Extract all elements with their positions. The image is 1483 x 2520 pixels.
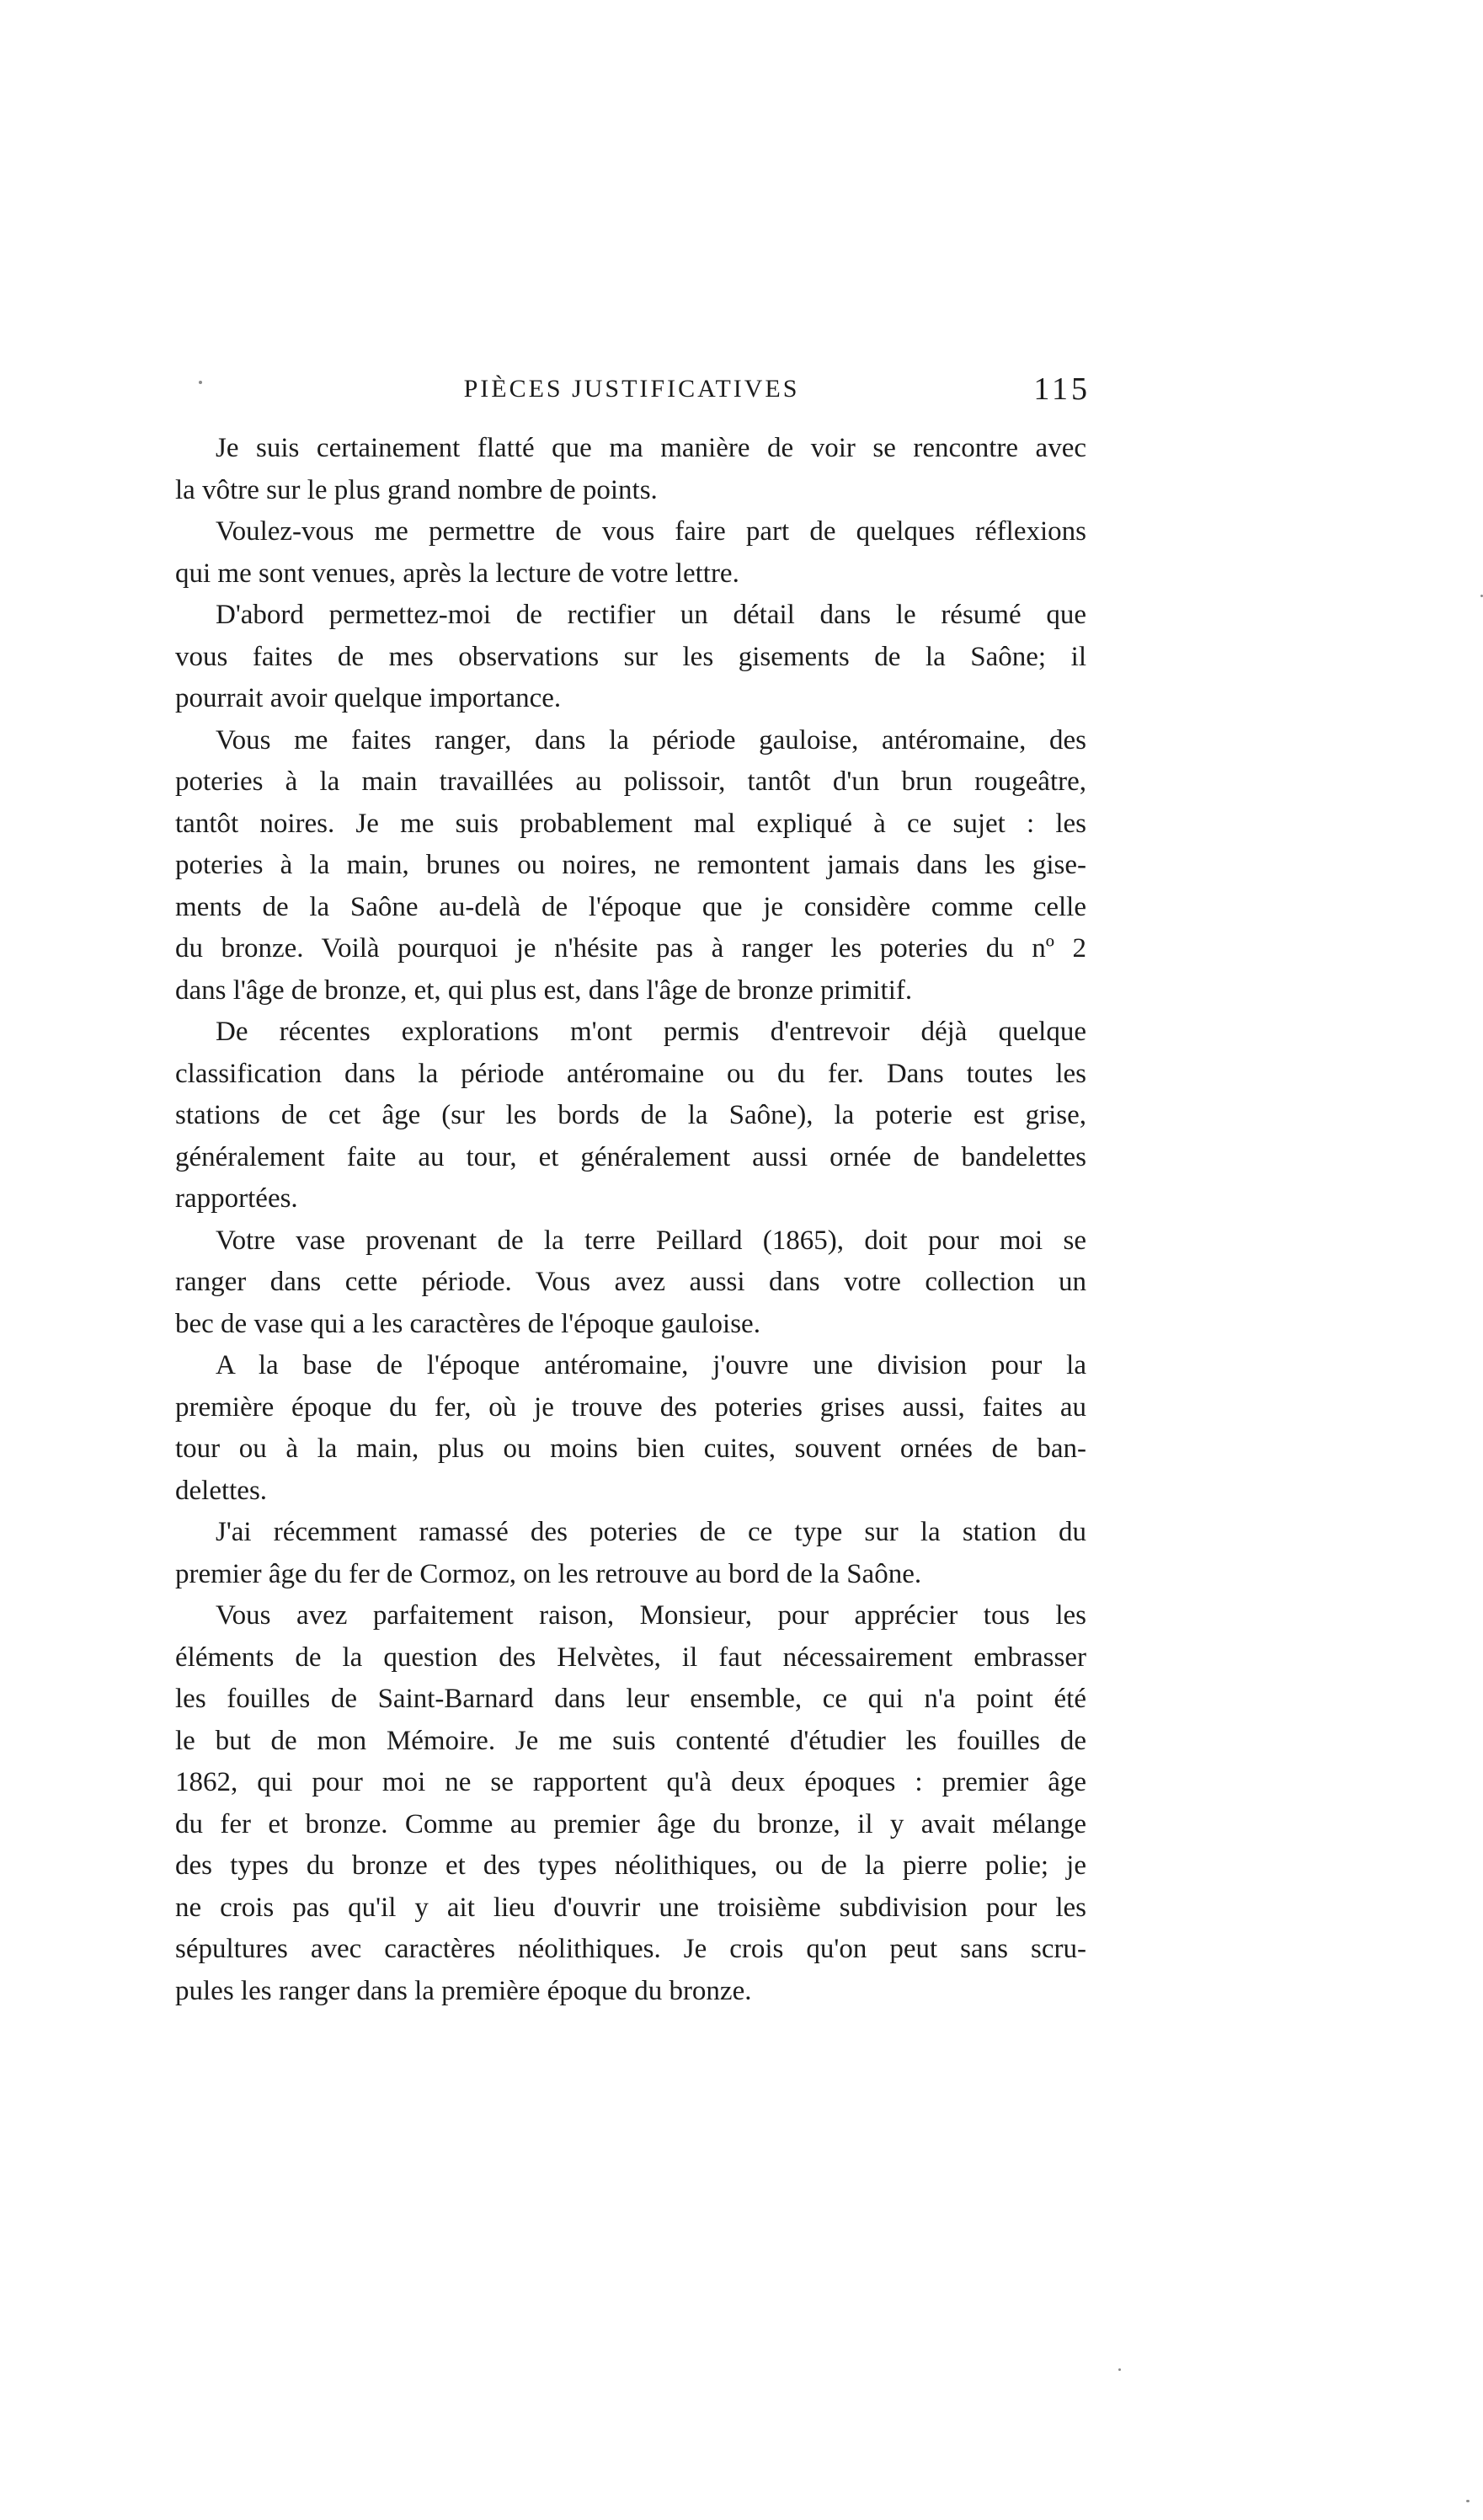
text-line: pules les ranger dans la première époque du bronze. xyxy=(175,1975,752,2006)
paragraph xyxy=(175,595,1086,720)
text-line: sépultures avec caractères néolithiques. Je crois qu'on peut sans scru- xyxy=(175,1934,1086,1964)
text-line: bec de vase qui a les caractères de l'époque gauloise. xyxy=(175,1308,760,1339)
paper-speck xyxy=(1118,2368,1121,2371)
text-line: du fer et bronze. Comme au premier âge du bronze, il y avait mélange xyxy=(175,1808,1086,1839)
paragraph xyxy=(175,1012,1086,1220)
text-line: tour ou à la main, plus ou moins bien cuites, souvent ornées de ban- xyxy=(175,1434,1086,1464)
text-line: dans l'âge de bronze, et, qui plus est, dans l'âge de bronze primitif. xyxy=(175,974,913,1006)
text-line: qui me sont venues, après la lecture de votre lettre. xyxy=(175,558,739,589)
text-line: stations de cet âge (sur les bords de la Saône), la poterie est grise, xyxy=(175,1100,1086,1130)
text-line: Je suis certainement flatté que ma manière de voir se rencontre avec xyxy=(216,433,1086,463)
text-line: classification dans la période antéromaine ou du fer. Dans toutes les xyxy=(175,1058,1086,1089)
text-line: vous faites de mes observations sur les gisements de la Saône; il xyxy=(175,641,1086,672)
text-line: ments de la Saône au-delà de l'époque que je considère comme celle xyxy=(175,891,1086,922)
text-line: pourrait avoir quelque importance. xyxy=(175,683,562,713)
text-line: Voulez-vous me permettre de vous faire part de quelques réflexions xyxy=(216,516,1086,547)
text-line: D'abord permettez-moi de rectifier un détail dans le résumé que xyxy=(216,600,1086,630)
text-line: Votre vase provenant de la terre Peillard (1865), doit pour moi se xyxy=(216,1225,1086,1256)
text-line: premier âge du fer de Cormoz, on les retrouve au bord de la Saône. xyxy=(175,1558,922,1589)
text-line: poteries à la main travaillées au polissoir, tantôt d'un brun rougeâtre, xyxy=(175,766,1086,797)
text-line: les fouilles de Saint-Barnard dans leur ensemble, ce qui n'a point été xyxy=(175,1684,1086,1714)
text-line: J'ai récemment ramassé des poteries de ce type sur la station du xyxy=(216,1517,1086,1547)
paragraph xyxy=(175,1345,1086,1512)
text-line: éléments de la question des Helvètes, il faut nécessairement embrasser xyxy=(175,1642,1086,1673)
paragraph xyxy=(175,511,1086,595)
text-line: delettes. xyxy=(175,1475,268,1506)
text-line: poteries à la main, brunes ou noires, ne remontent jamais dans les gise- xyxy=(175,850,1086,880)
page-number: 115 xyxy=(1033,371,1091,407)
text-line: ranger dans cette période. Vous avez aussi dans votre collection un xyxy=(175,1267,1086,1297)
text-line: Vous avez parfaitement raison, Monsieur, pour apprécier tous les xyxy=(216,1600,1086,1631)
paragraph xyxy=(175,720,1086,1012)
body-text xyxy=(175,428,1086,2012)
text-line: 1862, qui pour moi ne se rapportent qu'à deux époques : premier âge xyxy=(175,1767,1086,1797)
text-line: du bronze. Voilà pourquoi je n'hésite pas à ranger les poteries du nº 2 xyxy=(175,933,1086,964)
text-line: ne crois pas qu'il y ait lieu d'ouvrir une troisième subdivision pour les xyxy=(175,1892,1086,1923)
text-line: tantôt noires. Je me suis probablement mal expliqué à ce sujet : les xyxy=(175,808,1086,839)
text-line: des types du bronze et des types néolithiques, ou de la pierre polie; je xyxy=(175,1850,1086,1881)
text-line: le but de mon Mémoire. Je me suis contenté d'étudier les fouilles de xyxy=(175,1725,1086,1756)
running-title: PIÈCES JUSTIFICATIVES xyxy=(463,375,800,403)
text-line: première époque du fer, où je trouve des poteries grises aussi, faites au xyxy=(175,1391,1086,1423)
running-head xyxy=(173,364,1091,414)
paragraph xyxy=(175,1595,1086,2012)
text-line: rapportées. xyxy=(175,1183,298,1214)
text-line: De récentes explorations m'ont permis d'entrevoir déjà quelque xyxy=(216,1017,1086,1047)
text-line: la vôtre sur le plus grand nombre de points. xyxy=(175,474,658,505)
text-line: A la base de l'époque antéromaine, j'ouvre une division pour la xyxy=(216,1350,1086,1380)
paragraph xyxy=(175,1220,1086,1346)
text-line: Vous me faites ranger, dans la période gauloise, antéromaine, des xyxy=(216,724,1086,755)
paragraph xyxy=(175,428,1086,511)
paragraph xyxy=(175,1512,1086,1595)
paper-speck xyxy=(1466,2500,1470,2502)
text-line: généralement faite au tour, et généralement aussi ornée de bandelettes xyxy=(175,1141,1086,1172)
